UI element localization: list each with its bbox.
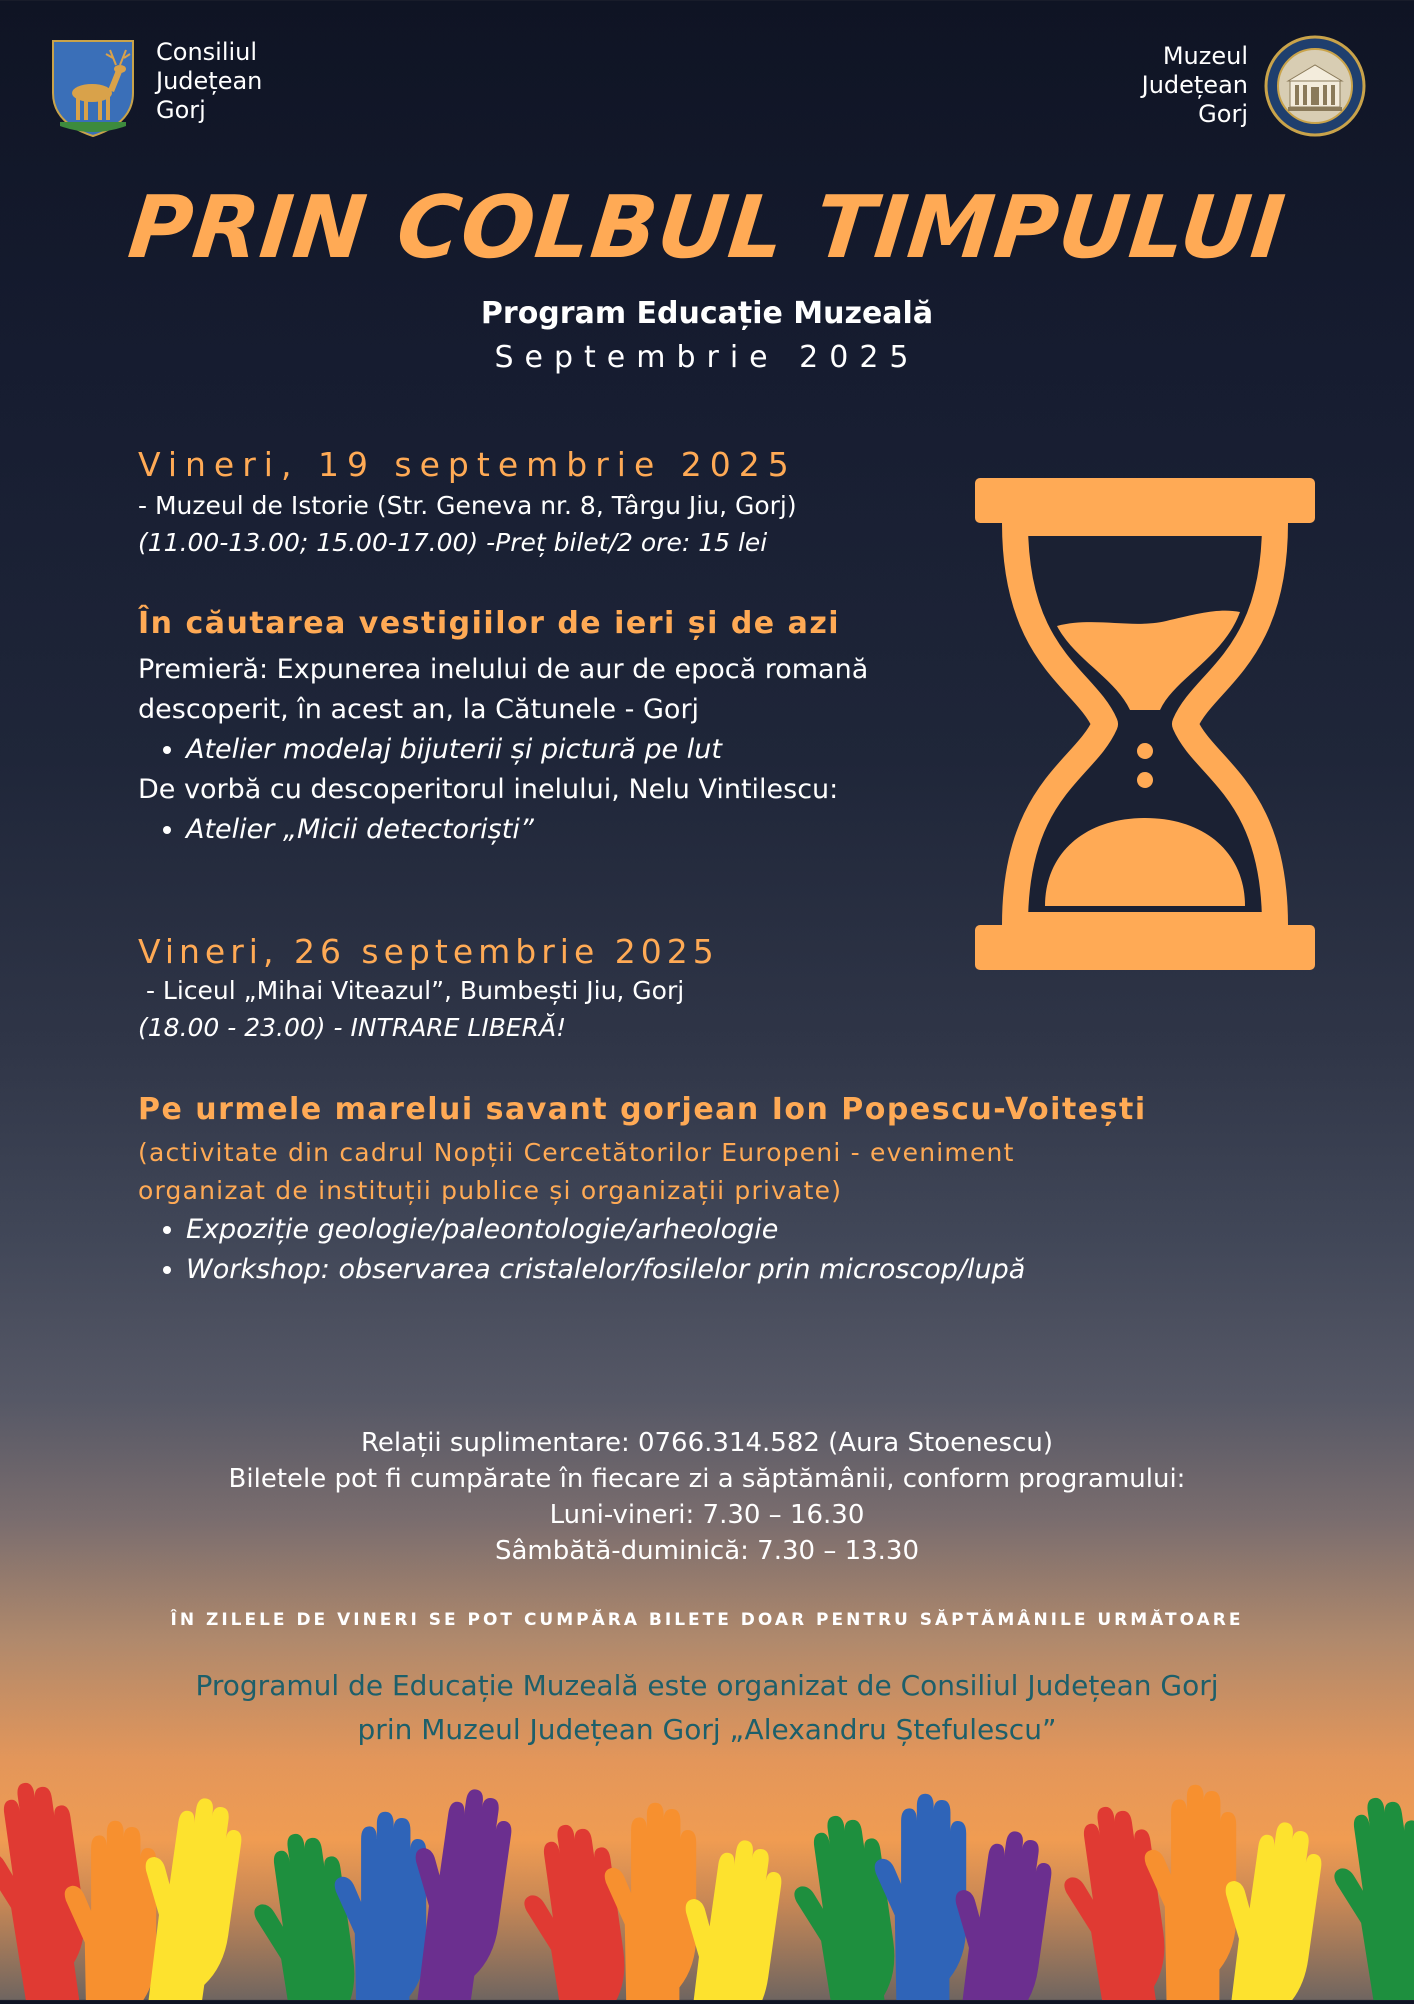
event1-hours: (11.00-13.00; 15.00-17.00) -Preț bilet/2 ore: 15 lei — [138, 528, 768, 557]
info-tickets: Biletele pot fi cumpărate în fiecare zi a săptămânii, conform programului: — [228, 1464, 1186, 1494]
organizer-line2: prin Muzeul Județean Gorj „Alexandru Ștefulescu” — [357, 1713, 1057, 1746]
event2-bullets — [138, 1210, 1288, 1290]
event1-bullets-1 — [138, 730, 958, 770]
event1-bullets-2 — [138, 810, 958, 850]
hand-shape — [0, 1780, 98, 2000]
event1-description — [138, 650, 958, 850]
hand-shape — [1324, 1792, 1414, 2000]
right-logo-line: Muzeul — [1162, 42, 1248, 70]
list-item: • Atelier „Micii detectoriști” — [186, 810, 958, 850]
organizer-text — [0, 1664, 1414, 1752]
friday-notice: ÎN ZILELE DE VINERI SE POT CUMPĂRA BILETE DOAR PENTRU SĂPTĂMÂNILE URMĂTOARE — [170, 1610, 1244, 1630]
right-logo-text — [1142, 42, 1248, 129]
event1-line2: descoperit, în acest an, la Cătunele - Gorj — [138, 694, 700, 725]
left-logo-text — [156, 38, 262, 125]
hand-shape — [65, 1821, 156, 2000]
right-logo — [1264, 35, 1366, 137]
info-weekdays: Luni-vineri: 7.30 – 16.30 — [549, 1500, 865, 1530]
left-logo-line: Județean — [156, 67, 263, 95]
left-logo — [50, 38, 140, 138]
event1-date: Vineri, 19 septembrie 2025 — [138, 445, 797, 484]
event2-note1: (activitate din cadrul Nopții Cercetătorilor Europeni - eveniment — [138, 1138, 1015, 1167]
hands-illustration — [0, 1780, 1414, 2000]
list-item: • Atelier modelaj bijuterii și pictură pe lut — [186, 730, 958, 770]
info-block — [0, 1425, 1414, 1569]
hand-shape — [1054, 1801, 1178, 2000]
coat-of-arms-icon — [50, 38, 136, 138]
hourglass-icon — [975, 478, 1315, 970]
left-logo-line: Gorj — [156, 96, 206, 124]
program-subtitle: Program Educație Muzeală — [480, 296, 934, 331]
right-logo-line: Gorj — [1198, 100, 1248, 128]
event1-line3: De vorbă cu descoperitorul inelului, Nelu Vintilescu: — [138, 774, 839, 805]
event1-heading: În căutarea vestigiilor de ieri și de azi — [138, 606, 841, 641]
event2-date: Vineri, 26 septembrie 2025 — [138, 932, 719, 971]
event2-description — [138, 1134, 1288, 1290]
event2-note2: organizat de instituții publice și organizații private) — [138, 1176, 843, 1205]
event1-line1: Premieră: Expunerea inelului de aur de epocă romană — [138, 654, 869, 685]
info-weekend: Sâmbătă-duminică: 7.30 – 13.30 — [494, 1536, 920, 1566]
museum-seal-icon — [1264, 35, 1366, 137]
event2-heading: Pe urmele marelui savant gorjean Ion Popescu-Voitești — [138, 1092, 1147, 1127]
program-month: Septembrie 2025 — [494, 340, 920, 375]
event1-location: - Muzeul de Istorie (Str. Geneva nr. 8, Târgu Jiu, Gorj) — [138, 491, 797, 520]
info-contact: Relații suplimentare: 0766.314.582 (Aura Stoenescu) — [360, 1428, 1054, 1458]
hourglass — [975, 478, 1315, 970]
list-item: • Expoziție geologie/paleontologie/arheologie — [186, 1210, 1288, 1250]
list-item: • Workshop: observarea cristalelor/fosilelor prin microscop/lupă — [186, 1250, 1288, 1290]
hand-shape — [784, 1810, 908, 2000]
event2-hours: (18.00 - 23.00) - INTRARE LIBERĂ! — [138, 1013, 567, 1042]
left-logo-line: Consiliul — [156, 38, 258, 66]
right-logo-line: Județean — [1141, 71, 1248, 99]
event2-location: - Liceul „Mihai Viteazul”, Bumbești Jiu, Gorj — [138, 976, 685, 1005]
organizer-line1: Programul de Educație Muzeală este organizat de Consiliul Județean Gorj — [195, 1669, 1219, 1702]
poster-title: PRIN COLBUL TIMPULUI — [124, 178, 1290, 278]
raised-hands-icon — [0, 1780, 1414, 2000]
